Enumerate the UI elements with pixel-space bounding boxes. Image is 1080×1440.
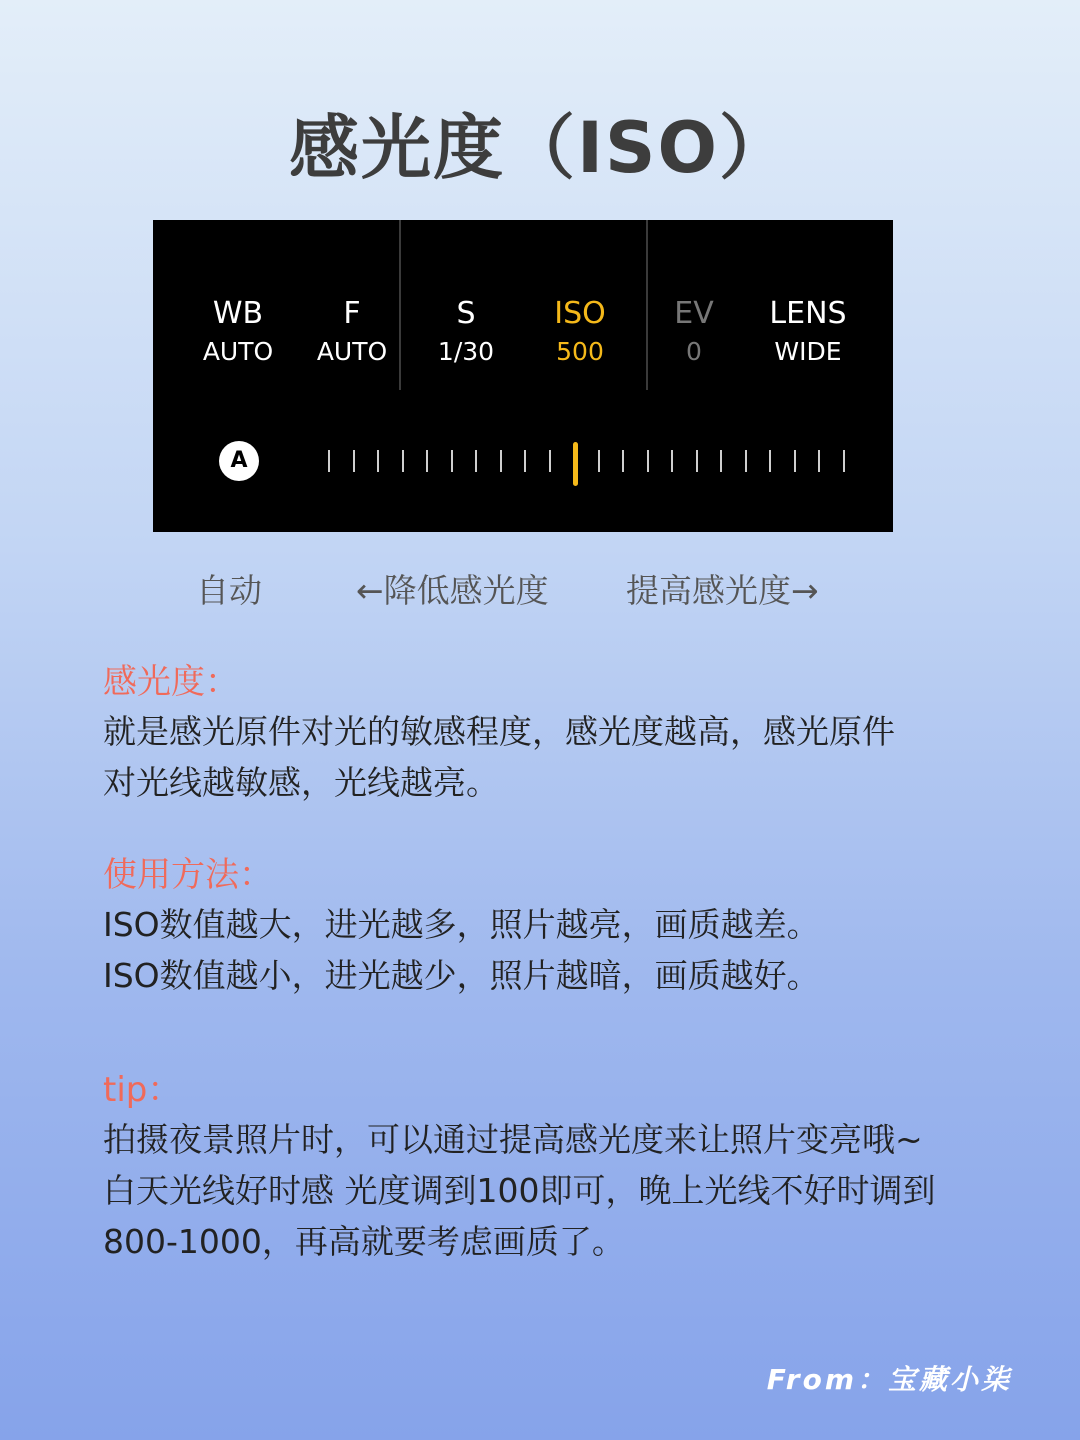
usage-heading: 使用方法： bbox=[103, 855, 273, 895]
slider-tick bbox=[720, 450, 722, 472]
slider-tick bbox=[475, 450, 477, 472]
slider-tick bbox=[426, 450, 428, 472]
slider-tick bbox=[451, 450, 453, 472]
slider-tick bbox=[500, 450, 502, 472]
slider-tick bbox=[647, 450, 649, 472]
iso-value: 500 bbox=[556, 337, 604, 366]
usage-line: ISO数值越小，进光越少，照片越暗，画质越好。 bbox=[103, 956, 820, 995]
definition-line: 就是感光原件对光的敏感程度，感光度越高，感光原件 bbox=[103, 712, 895, 751]
slider-tick bbox=[598, 450, 600, 472]
usage-section bbox=[103, 851, 1003, 1001]
ev-value: 0 bbox=[686, 337, 702, 366]
author-credit: From：宝藏小柒 bbox=[766, 1363, 1012, 1396]
wb-param[interactable] bbox=[181, 296, 295, 372]
ev-label: EV bbox=[674, 296, 714, 331]
tip-line: 800-1000，再高就要考虑画质了。 bbox=[103, 1222, 625, 1261]
slider-tick bbox=[353, 450, 355, 472]
slider-tick bbox=[818, 450, 820, 472]
aperture-param[interactable] bbox=[295, 296, 409, 372]
shutter-value: 1/30 bbox=[437, 337, 495, 366]
slider-tick bbox=[696, 450, 698, 472]
definition-section bbox=[103, 658, 1003, 808]
usage-line: ISO数值越大，进光越多，照片越亮，画质越差。 bbox=[103, 905, 820, 944]
shutter-label: S bbox=[456, 296, 476, 331]
caption-lower-iso: ←降低感光度 bbox=[356, 571, 549, 610]
shutter-param[interactable] bbox=[409, 296, 523, 372]
wb-value: AUTO bbox=[202, 337, 274, 366]
iso-slider[interactable] bbox=[323, 442, 843, 486]
slider-tick bbox=[622, 450, 624, 472]
slider-tick bbox=[671, 450, 673, 472]
slider-tick bbox=[524, 450, 526, 472]
lens-param[interactable] bbox=[751, 296, 865, 372]
iso-label: ISO bbox=[554, 296, 606, 331]
aperture-label: F bbox=[343, 296, 361, 331]
aperture-value: AUTO bbox=[316, 337, 388, 366]
tip-line: 白天光线好时感 光度调到100即可，晚上光线不好时调到 bbox=[103, 1171, 936, 1210]
slider-selected-tick bbox=[573, 442, 578, 486]
lens-label: LENS bbox=[769, 296, 847, 331]
caption-auto: 自动 bbox=[196, 571, 262, 610]
definition-heading: 感光度： bbox=[103, 662, 239, 702]
tip-section bbox=[103, 1066, 1003, 1267]
slider-tick bbox=[794, 450, 796, 472]
ev-param[interactable] bbox=[637, 296, 751, 372]
slider-tick bbox=[377, 450, 379, 472]
camera-control-panel bbox=[153, 220, 893, 532]
tip-heading: tip： bbox=[103, 1070, 182, 1110]
tip-line: 拍摄夜景照片时，可以通过提高感光度来让照片变亮哦~ bbox=[103, 1120, 923, 1159]
page-title: 感光度（ISO） bbox=[289, 107, 791, 189]
iso-param[interactable] bbox=[523, 296, 637, 372]
slider-tick bbox=[328, 450, 330, 472]
wb-label: WB bbox=[212, 296, 264, 331]
slider-tick bbox=[769, 450, 771, 472]
slider-tick bbox=[843, 450, 845, 472]
slider-tick bbox=[745, 450, 747, 472]
definition-line: 对光线越敏感，光线越亮。 bbox=[103, 763, 499, 802]
auto-mode-button[interactable]: A bbox=[219, 441, 259, 481]
caption-higher-iso: 提高感光度→ bbox=[626, 571, 819, 610]
lens-value: WIDE bbox=[774, 337, 842, 366]
slider-tick bbox=[549, 450, 551, 472]
slider-tick bbox=[402, 450, 404, 472]
